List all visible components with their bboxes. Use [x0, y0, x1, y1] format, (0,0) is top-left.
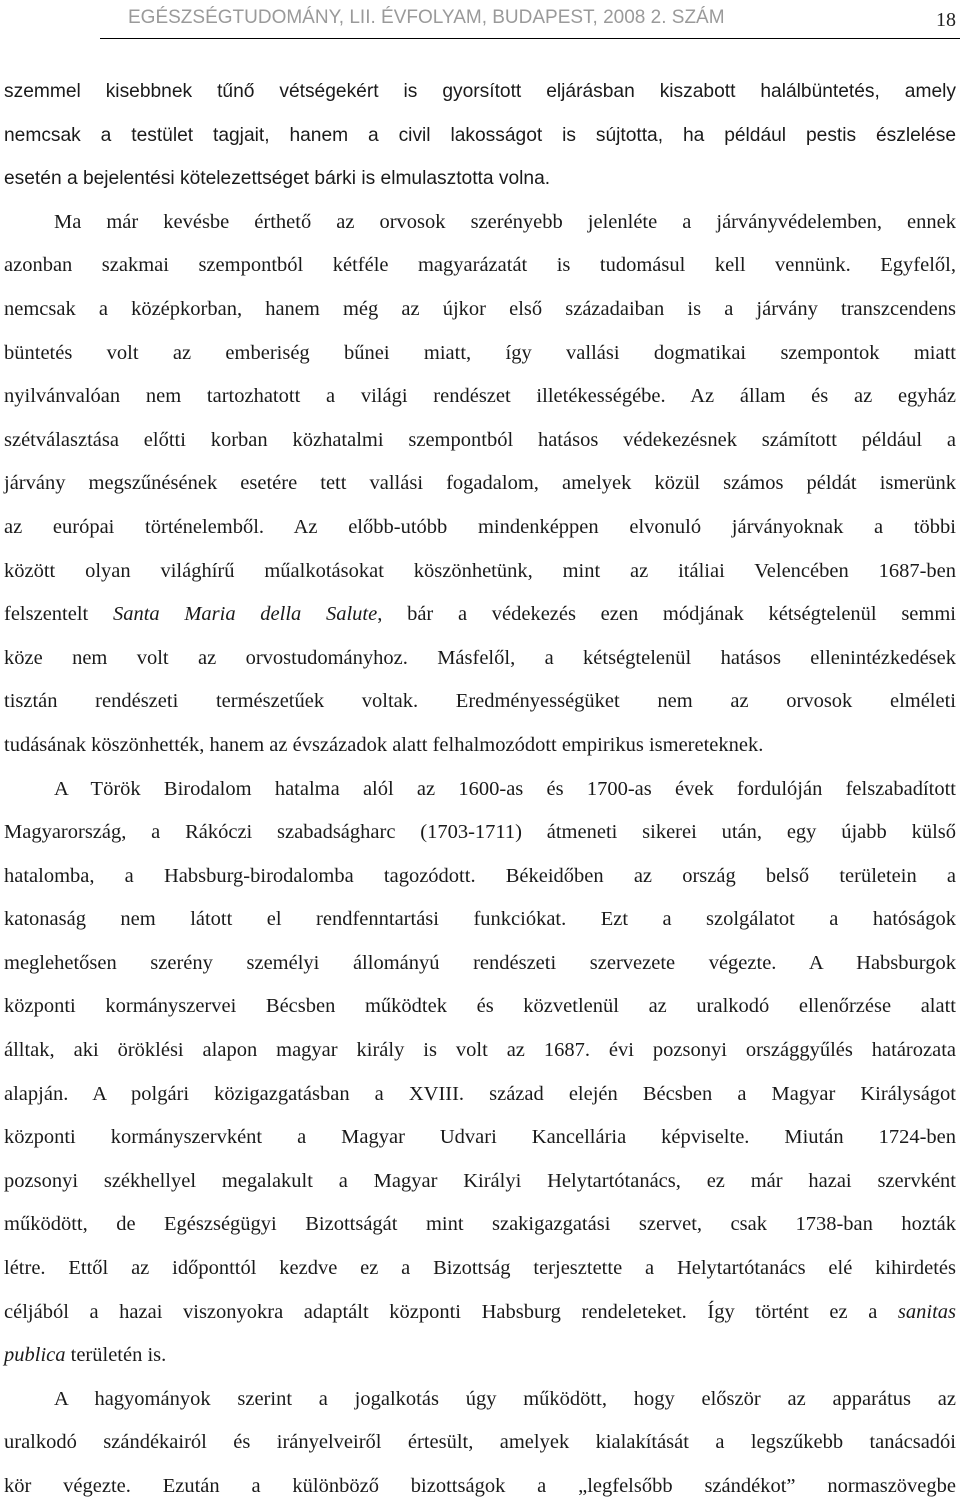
text-line: járvány megszűnésének esetére tett vallási fogadalom, amelyek közül számos példát ismerünk	[4, 472, 956, 495]
text-segment: céljából a hazai viszonyokra adaptált központi Habsburg rendeleteket. Így történt ez a	[4, 1300, 898, 1323]
text-line: szétválasztása előtti korban közhatalmi szempontból hatásos védekezésnek számított például a	[4, 428, 956, 451]
text-line: létre. Ettől az időponttól kezdve ez a Bizottság terjesztette a Helytartótanács elé kihirdetés	[4, 1257, 956, 1280]
text-line: tisztán rendészeti természetűek voltak. Eredményességüket nem az orvosok elméleti	[4, 690, 956, 713]
text-line: működött, de Egészségügyi Bizottságát mint szakigazgatási szervet, csak 1738-ban hozták	[4, 1213, 956, 1236]
text-segment: felszentelt	[4, 603, 113, 626]
text-line: kör végezte. Ezután a különböző bizottságok a „legfelsőbb szándékot” normaszövegbe	[4, 1475, 956, 1497]
text-line: A Török Birodalom hatalma alól az 1600-as és 1700-as évek fordulóján felszabadított	[54, 777, 956, 800]
text-line: katonaság nem látott el rendfenntartási funkciókat. Ezt a szolgálatot a hatóságok	[4, 908, 956, 931]
text-line: nyilvánvalóan nem tartozhatott a világi rendészet illetékességébe. Az állam és az egyház	[4, 385, 956, 408]
running-header	[100, 4, 960, 39]
text-line	[4, 1334, 956, 1378]
paragraph-4	[4, 1378, 956, 1509]
text-line: pozsonyi székhellyel megalakult a Magyar Királyi Helytartótanács, ez már hazai szervként	[4, 1169, 956, 1192]
article-body	[4, 70, 956, 1509]
italic-term: sanitas	[897, 1300, 956, 1323]
text-line: központi kormányszervként a Magyar Udvari Kancellária képviselte. Miután 1724-ben	[4, 1126, 956, 1149]
text-line: álltak, aki öröklési alapon magyar király is volt az 1687. évi pozsonyi országgyűlés határozata	[4, 1039, 956, 1062]
text-line: esetén a bejelentési kötelezettséget bárki is elmulasztotta volna.	[4, 168, 551, 190]
text-line: Ma már kevésbe érthető az orvosok szerényebb jelenléte a járványvédelemben, ennek	[54, 210, 956, 233]
text-segment: területén is.	[65, 1344, 167, 1367]
text-line: nemcsak a testület tagjait, hanem a civil lakosságot is sújtotta, ha például pestis észlelése	[4, 124, 956, 146]
text-line: Magyarország, a Rákóczi szabadságharc (1703-1711) átmeneti sikerei után, egy újabb külső	[4, 821, 956, 844]
text-line: meglehetősen szerény személyi állományú rendészeti szervezete végezte. A Habsburgok	[4, 951, 956, 974]
text-line: alapján. A polgári közigazgatásban a XVIII. század elején Bécsben a Magyar Királyságot	[4, 1082, 956, 1105]
italic-term: publica	[4, 1344, 66, 1367]
text-line: az európai történelemből. Az előbb-utóbb mindenképpen elvonuló járványoknak a többi	[4, 515, 956, 538]
text-line: szemmel kisebbnek tűnő vétségekért is gyorsított eljárásban kiszabott halálbüntetés, amely	[4, 81, 956, 102]
text-line: között olyan világhírű műalkotásokat köszönhetünk, mint az itáliai Velencében 1687-ben	[4, 559, 956, 582]
text-line: központi kormányszervei Bécsben működtek és közvetlenül az uralkodó ellenőrzése alatt	[4, 995, 956, 1018]
text-line: nemcsak a középkorban, hanem még az újkor első századaiban is a járvány transzcendens	[4, 297, 956, 320]
journal-title: EGÉSZSÉGTUDOMÁNY, LII. ÉVFOLYAM, BUDAPEST, 2008 2. SZÁM	[128, 7, 725, 28]
text-line: A hagyományok szerint a jogalkotás úgy működött, hogy először az apparátus az	[54, 1387, 956, 1410]
text-line: köze nem volt az orvostudományhoz. Másfelől, a kétségtelenül hatásos ellenintézkedések	[4, 646, 956, 669]
text-segment: , bár a védekezés ezen módjának kétségtelenül semmi	[377, 603, 956, 626]
text-line: tudásának köszönhették, hanem az évszázadok alatt felhalmozódott empirikus ismereteknek.	[4, 733, 764, 756]
text-line: hatalomba, a Habsburg-birodalomba tagozódott. Békeidőben az ország belső területein a	[4, 864, 956, 887]
paragraph-3	[4, 768, 956, 1378]
paragraph-2	[4, 201, 956, 768]
text-line: uralkodó szándékairól és irányelveiről értesült, amelyek kialakítását a legszűkebb tanácsadói	[4, 1431, 956, 1454]
italic-church-name: Santa Maria della Salute	[112, 603, 378, 626]
paragraph-1	[4, 70, 956, 201]
text-line	[4, 1291, 956, 1335]
text-line: büntetés volt az emberiség bűnei miatt, így vallási dogmatikai szempontok miatt	[4, 341, 956, 364]
text-line: azonban szakmai szempontból kétféle magyarázatát is tudomásul kell vennünk. Egyfelől,	[4, 254, 956, 277]
text-line	[4, 593, 956, 637]
page-number: 18	[936, 9, 956, 31]
